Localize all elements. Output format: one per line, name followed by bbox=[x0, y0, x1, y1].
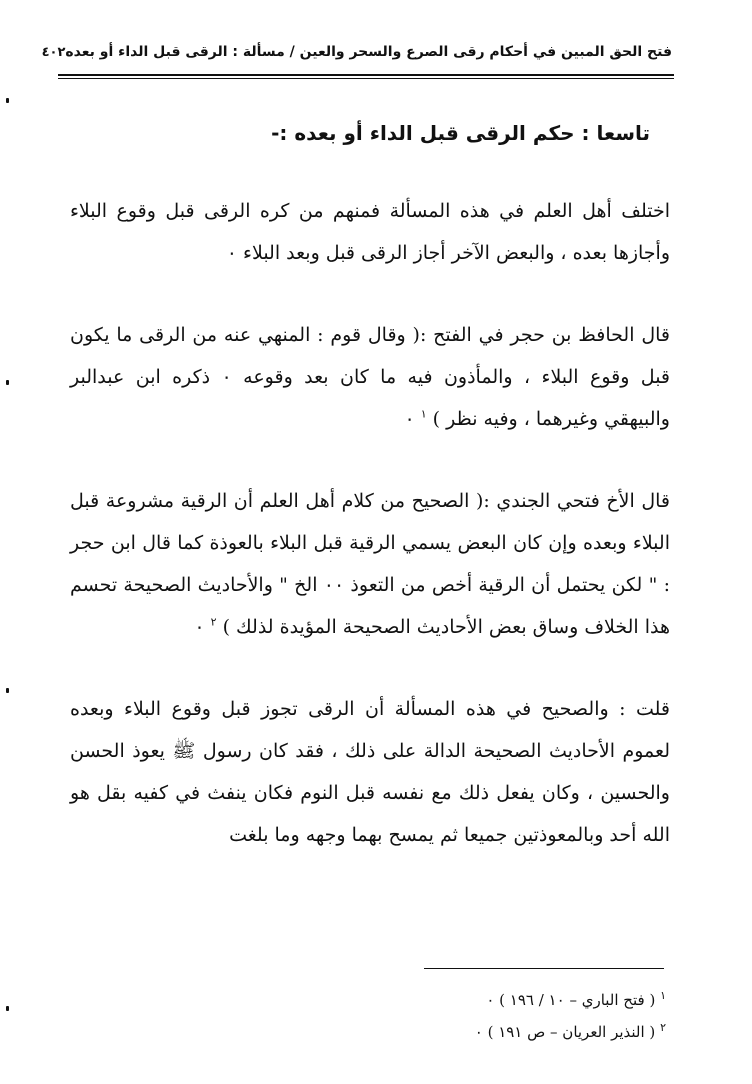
section-heading: تاسعا : حكم الرقى قبل الداء أو بعده :- bbox=[271, 121, 650, 145]
paragraph bbox=[70, 480, 670, 648]
footnote-mark: ١ bbox=[660, 989, 666, 1002]
paragraph-text: قال الأخ فتحي الجندي :( الصحيح من كلام أهل العلم أن الرقية مشروعة قبل البلاء وبعده وإن كان البعض يسمي الرقية قبل البلاء بالعوذة كما قال ابن حجر : " لكن يحتمل أن الرقية أخص من التعوذ ٠٠ الخ " والأحاديث الصحيحة تحسم هذا الخلاف وساق بعض الأحاديث الصحيحة المؤيدة لذلك ) bbox=[70, 490, 670, 638]
page-body bbox=[70, 108, 670, 856]
footnote-reference: ٢ bbox=[210, 615, 217, 629]
footnote-mark: ٢ bbox=[660, 1021, 666, 1034]
footnote-text: ( فتح الباري – ١٠ / ١٩٦ ) ٠ bbox=[486, 991, 656, 1009]
footnote-separator bbox=[424, 968, 664, 969]
paragraph-tail: ٠ bbox=[404, 408, 421, 430]
margin-mark bbox=[6, 98, 9, 103]
header-rule bbox=[58, 74, 674, 76]
footnotes bbox=[300, 984, 666, 1048]
footnote bbox=[300, 984, 666, 1016]
footnote-reference: ١ bbox=[420, 407, 427, 421]
margin-mark bbox=[6, 688, 9, 693]
running-header bbox=[41, 38, 672, 66]
paragraph bbox=[70, 314, 670, 440]
page-number: ٤٠٢ bbox=[41, 44, 66, 60]
margin-mark bbox=[6, 1006, 9, 1011]
paragraph-tail: ٠ bbox=[194, 616, 211, 638]
paragraph-text: قلت : والصحيح في هذه المسألة أن الرقى تجوز قبل وقوع البلاء وبعده لعموم الأحاديث الصحيحة الدالة على ذلك ، فقد كان رسول ﷺ يعوذ الحسن والحسين ، وكان يفعل ذلك مع نفسه قبل النوم فكان ينفث في كفيه بقل هو الله أحد وبالمعوذتين جميعا ثم يمسح بهما وجهه وما بلغت bbox=[70, 698, 670, 846]
margin-mark bbox=[6, 380, 9, 385]
footnote bbox=[300, 1016, 666, 1048]
paragraph-text: اختلف أهل العلم في هذه المسألة فمنهم من كره الرقى قبل وقوع البلاء وأجازها بعده ، والبعض الآخر أجاز الرقى قبل وبعد البلاء ٠ bbox=[70, 200, 670, 264]
paragraph bbox=[70, 190, 670, 274]
footnote-text: ( النذير العريان – ص ١٩١ ) ٠ bbox=[474, 1023, 656, 1041]
running-header-title: فتح الحق المبين في أحكام رقى الصرع والسحر والعين / مسألة : الرقى قبل الداء أو بعده bbox=[65, 44, 672, 60]
paragraph-text: قال الحافظ بن حجر في الفتح :( وقال قوم : المنهي عنه من الرقى ما يكون قبل وقوع البلاء ، والمأذون فيه ما كان بعد وقوعه ٠ ذكره ابن عبدالبر والبيهقي وغيرهما ، وفيه نظر ) bbox=[70, 324, 671, 430]
header-rule-thin bbox=[58, 78, 674, 79]
paragraph bbox=[70, 688, 670, 856]
